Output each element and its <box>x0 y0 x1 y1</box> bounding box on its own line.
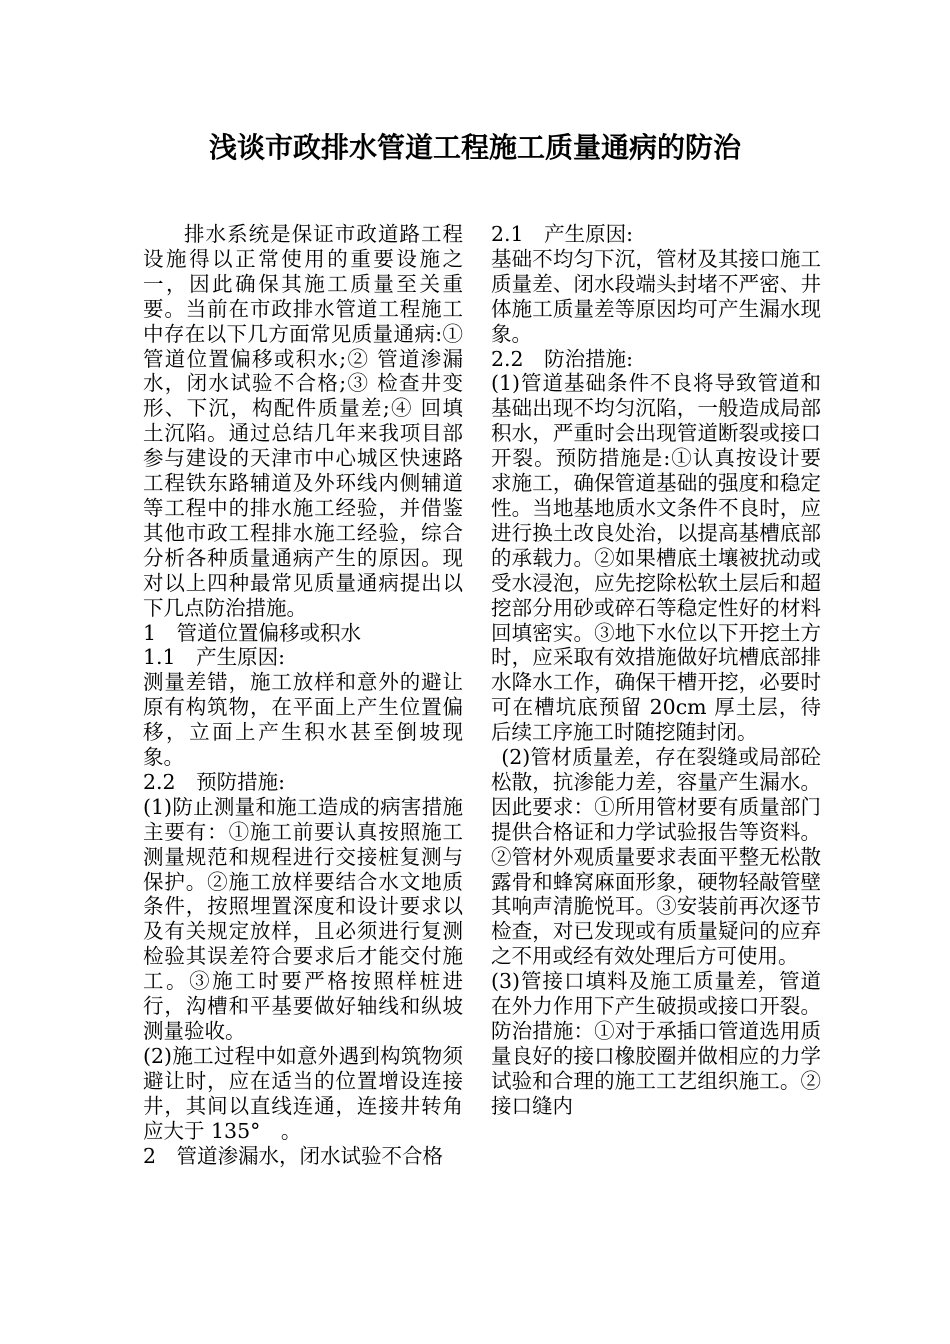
cause-paragraph-2: 基础不均匀下沉，管材及其接口施工质量差、闭水段端头封堵不严密、井体施工质量差等原因均可产生漏水现象。 <box>491 246 821 346</box>
prevention-paragraph-1: (1)防止测量和施工造成的病害措施主要有：①施工前要认真按照施工测量规范和规程进行交接桩复测与保护。②施工放样要结合水文地质条件，按照埋置深度和设计要求以及有关规定放样，且必须进行复测检验其误差符合要求后才能交付施工。③施工时要严格按照样桩进行，沟槽和平基要做好轴线和纵坡测量验收。 <box>143 794 463 1043</box>
measure-paragraph-1: (1)管道基础条件不良将导致管道和基础出现不均匀沉陷，一般造成局部积水，严重时会出现管道断裂或接口开裂。预防措施是:①认真按设计要求施工，确保管道基础的强度和稳定性。当地基地质水文条件不良时，应进行换土改良处治，以提高基槽底部的承载力。②如果槽底土壤被扰动或受水浸泡，应先挖除松软土层后和超挖部分用砂或碎石等稳定性好的材料回填密实。③地下水位以下开挖土方时，应采取有效措施做好坑槽底部排水降水工作，确保干槽开挖，必要时可在槽坑底预留 20cm 厚土层，待后续工序施工时随挖随封闭。 <box>491 371 821 745</box>
measure-paragraph-2: (2)管材质量差，存在裂缝或局部砼松散，抗渗能力差，容量产生漏水。因此要求：①所用管材要有质量部门提供合格证和力学试验报告等资料。②管材外观质量要求表面平整无松散露骨和蜂窝麻面形象，硬物轻敲管壁其响声清脆悦耳。③安装前再次逐节检查，对已发现或有质量疑问的应弃之不用或经有效处理后方可使用。 <box>491 745 821 969</box>
section-heading-1: 1 管道位置偏移或积水 <box>143 620 362 645</box>
left-column <box>143 222 463 1168</box>
cause-paragraph-1: 测量差错，施工放样和意外的避让原有构筑物，在平面上产生位置偏移，立面上产生积水甚至倒坡现象。 <box>143 670 463 770</box>
document-title: 浅谈市政排水管道工程施工质量通病的防治 <box>208 131 741 164</box>
subsection-heading-2-2: 2.2 防治措施: <box>491 346 634 371</box>
intro-paragraph: 排水系统是保证市政道路工程设施得以正常使用的重要设施之一，因此确保其施工质量至关重要。当前在市政排水管道工程施工中存在以下几方面常见质量通病:① 管道位置偏移或积水;② 管道渗漏水，闭水试验不合格;③ 检查井变形、下沉，构配件质量差;④ 回填土沉陷。通过总结几年来我项目部参与建设的天津市中心城区快速路工程铁东路辅道及外环线内侧辅道等工程中的排水施工经验，并借鉴其他市政工程排水施工经验，综合分析各种质量通病产生的原因。现对以上四种最常见质量通病提出以下几点防治措施。 <box>143 222 463 620</box>
prevention-paragraph-2: (2)施工过程中如意外遇到构筑物须避让时，应在适当的位置增设连接井，其间以直线连通，连接井转角应大于 135° 。 <box>143 1043 463 1143</box>
section-heading-2: 2 管道渗漏水，闭水试验不合格 <box>143 1143 444 1168</box>
subsection-heading-1-1: 1.1 产生原因: <box>143 645 286 670</box>
right-column <box>491 222 821 1119</box>
subsection-heading-prevention: 2.2 预防措施: <box>143 769 286 794</box>
subsection-heading-2-1: 2.1 产生原因: <box>491 222 634 246</box>
measure-paragraph-3: (3)管接口填料及施工质量差，管道在外力作用下产生破损或接口开裂。防治措施：①对于承插口管道选用质量良好的接口橡胶圈并做相应的力学试验和合理的施工工艺组织施工。②接口缝内 <box>491 969 821 1118</box>
